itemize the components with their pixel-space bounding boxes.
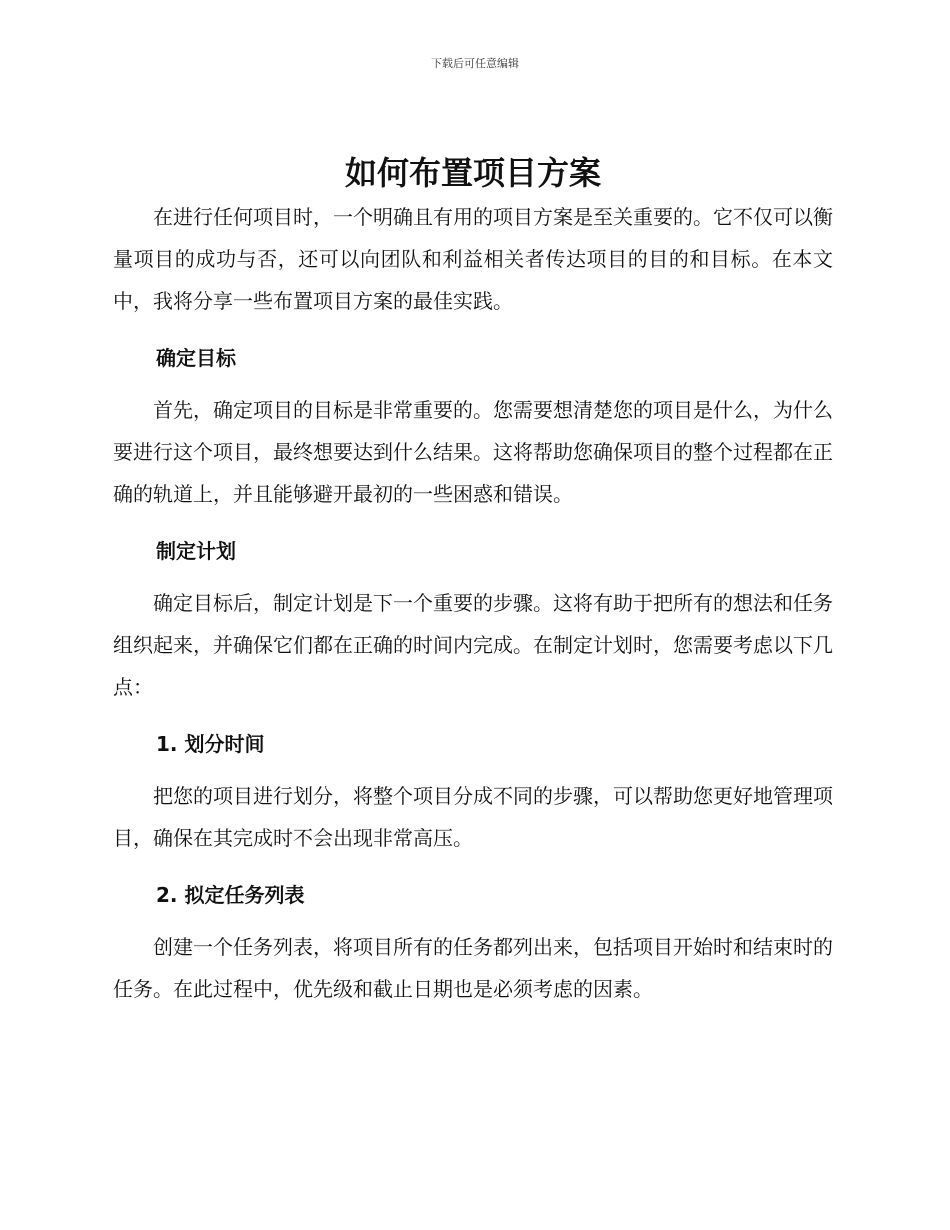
document-body xyxy=(113,150,833,1010)
section-heading-task-list: 2. 拟定任务列表 xyxy=(156,883,305,907)
intro-paragraph: 在进行任何项目时，一个明确且有用的项目方案是至关重要的。它不仅可以衡量项目的成功与否，还可以向团队和利益相关者传达项目的目的和目标。在本文中，我将分享一些布置项目方案的最佳实践。 xyxy=(113,205,833,313)
page-header-note: 下载后可任意编辑 xyxy=(431,57,519,70)
section-heading-time-division: 1. 划分时间 xyxy=(156,732,265,756)
document-title: 如何布置项目方案 xyxy=(344,154,601,192)
section-heading-plan: 制定计划 xyxy=(156,539,236,563)
section-body-plan: 确定目标后，制定计划是下一个重要的步骤。这将有助于把所有的想法和任务组织起来，并确保它们都在正确的时间内完成。在制定计划时，您需要考虑以下几点： xyxy=(113,591,833,699)
section-body-task-list: 创建一个任务列表，将项目所有的任务都列出来，包括项目开始时和结束时的任务。在此过程中，优先级和截止日期也是必须考虑的因素。 xyxy=(113,935,833,1001)
section-body-time-division: 把您的项目进行划分，将整个项目分成不同的步骤，可以帮助您更好地管理项目，确保在其完成时不会出现非常高压。 xyxy=(113,784,833,850)
section-heading-goals: 确定目标 xyxy=(156,346,236,370)
section-body-goals: 首先，确定项目的目标是非常重要的。您需要想清楚您的项目是什么，为什么要进行这个项目，最终想要达到什么结果。这将帮助您确保项目的整个过程都在正确的轨道上，并且能够避开最初的一些困惑和错误。 xyxy=(113,398,833,506)
